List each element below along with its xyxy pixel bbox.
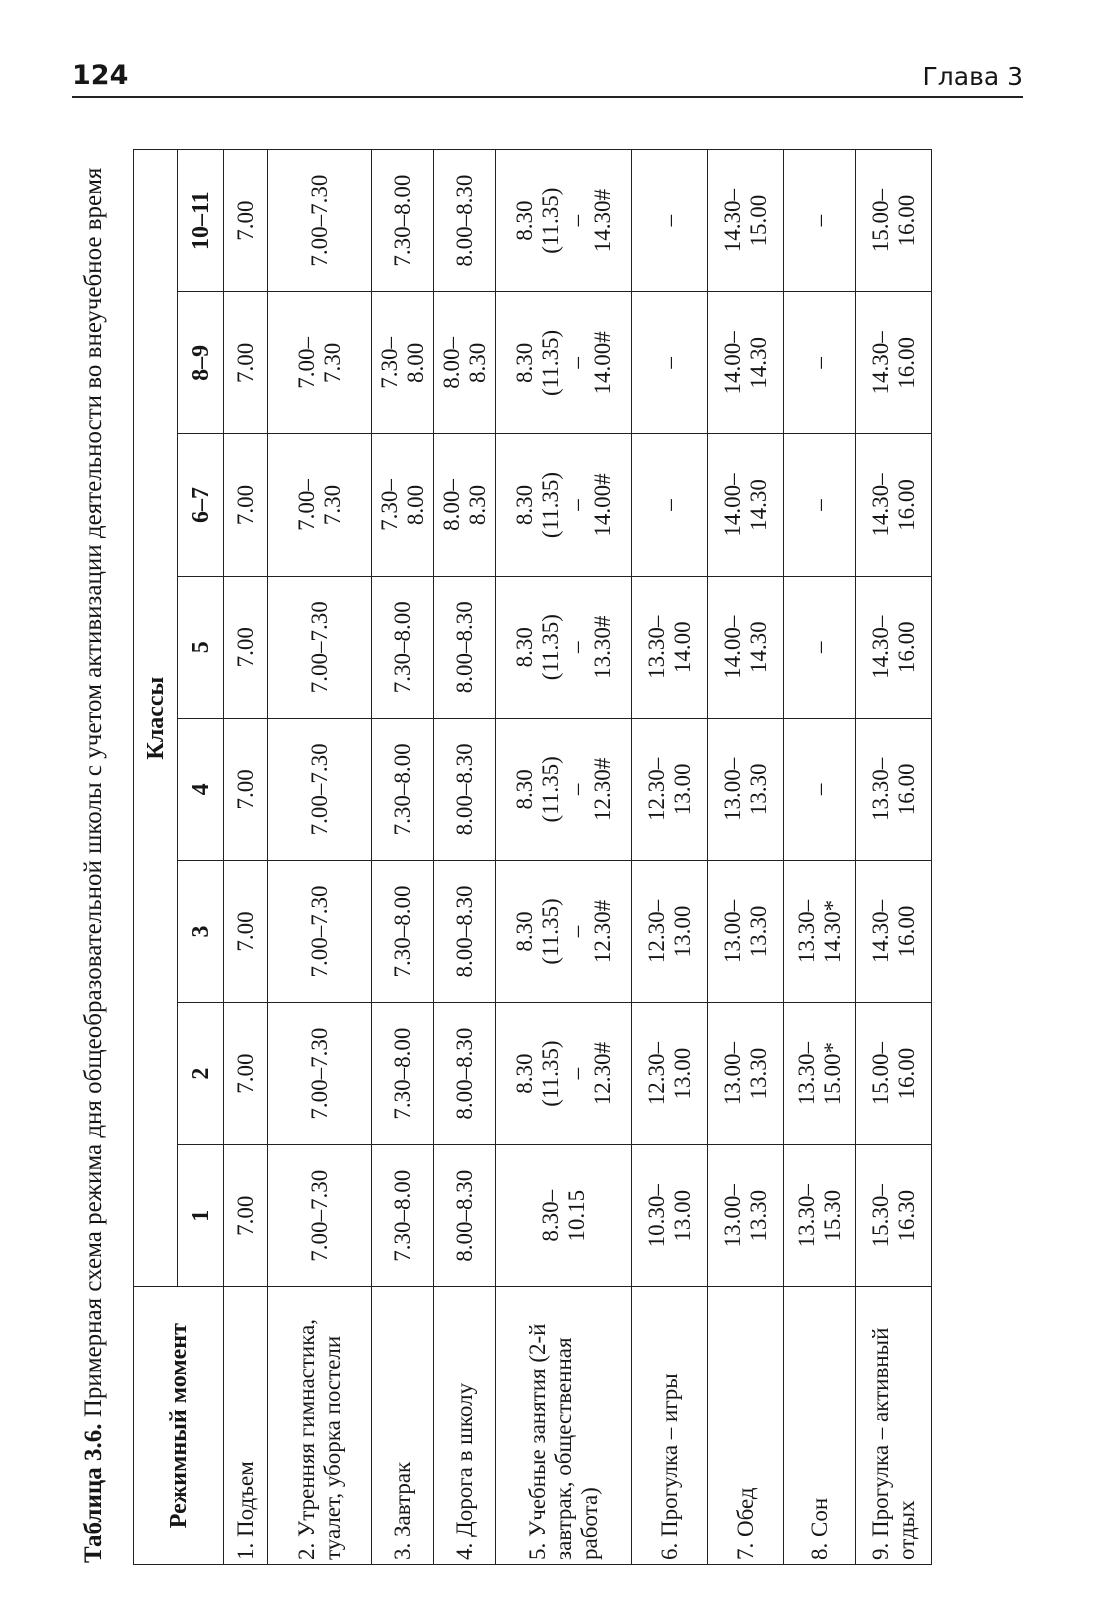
time-cell-line: 14.00– <box>719 615 745 679</box>
time-cell-line: 12.30# <box>589 757 615 821</box>
time-cell <box>268 1145 372 1287</box>
time-cell-line: 13.30– <box>643 615 669 679</box>
time-cell-line: 14.30– <box>719 189 745 253</box>
time-cell-line: 16.30 <box>893 1189 919 1242</box>
time-cell-line: 8.00 <box>402 484 428 526</box>
time-cell-line: – <box>656 214 682 227</box>
time-cell-line: 8.30 <box>511 484 537 526</box>
caption-label: Таблица 3.6. <box>80 1423 107 1563</box>
time-cell-line: 7.30–8.00 <box>389 885 415 978</box>
time-cell <box>224 292 268 434</box>
time-cell-line: 16.00 <box>893 621 919 674</box>
time-cell <box>268 434 372 576</box>
time-cell <box>708 718 784 860</box>
table-row <box>268 150 372 1565</box>
time-cell-line: 10.30– <box>643 1184 669 1248</box>
time-cell-line: 13.00 <box>669 1047 695 1100</box>
time-cell-line: 14.30* <box>819 899 845 964</box>
time-cell-line: 13.00 <box>669 1189 695 1242</box>
time-cell-line: 8.00–8.30 <box>451 743 477 836</box>
time-cell-line: – <box>563 1067 589 1080</box>
time-cell-line: (11.35) <box>537 756 563 823</box>
table-row <box>856 150 932 1565</box>
time-cell <box>496 434 632 576</box>
time-cell-line: 13.00– <box>719 899 745 964</box>
grade-header: 2 <box>178 1003 224 1145</box>
time-cell-line: 7.30–8.00 <box>389 1169 415 1262</box>
time-cell <box>372 150 434 292</box>
time-cell <box>496 860 632 1002</box>
time-cell-line: 7.00– <box>293 479 319 531</box>
time-cell <box>496 1145 632 1287</box>
time-cell <box>784 1145 856 1287</box>
time-cell <box>434 576 496 718</box>
regime-moment-cell: 4. Дорога в школу <box>434 1287 496 1565</box>
time-cell-line: 7.30– <box>376 479 402 531</box>
time-cell <box>268 576 372 718</box>
time-cell <box>632 1145 708 1287</box>
classes-header: Классы <box>134 150 178 1287</box>
time-cell-line: 13.00– <box>719 1184 745 1248</box>
time-cell-line: – <box>656 357 682 369</box>
regime-moment-cell: 7. Обед <box>708 1287 784 1565</box>
caption-text: Примерная схема режима дня общеобразовательной школы с учетом активизации деятельности во внеучебное время <box>80 167 107 1418</box>
time-cell <box>856 576 932 718</box>
time-cell-line: 15.30 <box>819 1189 845 1242</box>
time-cell-line: 13.30 <box>745 1047 771 1100</box>
time-cell-line: 7.00 <box>232 1195 258 1236</box>
time-cell <box>784 150 856 292</box>
time-cell <box>268 1003 372 1145</box>
rotated-table-block <box>76 145 1026 1565</box>
time-cell-line: 10.15 <box>563 1189 589 1242</box>
time-cell-line: 8.00–8.30 <box>451 1027 477 1120</box>
time-cell <box>434 292 496 434</box>
time-cell-line: 7.30–8.00 <box>389 743 415 836</box>
time-cell-line: 13.30 <box>745 905 771 958</box>
time-cell-line: (11.35) <box>537 329 563 397</box>
time-cell-line: 7.00 <box>232 627 258 668</box>
time-cell <box>434 1003 496 1145</box>
time-cell <box>632 860 708 1002</box>
time-cell <box>784 718 856 860</box>
time-cell-line: (11.35) <box>537 187 563 254</box>
time-cell <box>372 292 434 434</box>
time-cell <box>224 1003 268 1145</box>
time-cell-line: 7.00 <box>232 342 258 384</box>
time-cell-line: 7.00–7.30 <box>306 1169 332 1262</box>
time-cell-line: 12.30# <box>589 899 615 964</box>
time-cell-line: – <box>806 783 832 796</box>
time-cell-line: 7.00 <box>232 911 258 952</box>
time-cell-line: 13.00– <box>719 1041 745 1106</box>
time-cell <box>268 292 372 434</box>
time-cell <box>856 860 932 1002</box>
time-cell <box>632 718 708 860</box>
time-cell <box>784 860 856 1002</box>
time-cell-line: – <box>806 641 832 653</box>
header-row-classes <box>134 150 178 1565</box>
time-cell-line: 8.00 <box>402 342 428 384</box>
time-cell <box>224 718 268 860</box>
time-cell-line: 14.00# <box>589 331 615 395</box>
running-head-chapter: Глава 3 <box>922 62 1023 91</box>
time-cell-line: 8.00–8.30 <box>451 601 477 694</box>
time-cell <box>708 576 784 718</box>
time-cell <box>708 1145 784 1287</box>
time-cell-line: 8.30 <box>511 342 537 384</box>
time-cell-line: 15.00– <box>867 189 893 253</box>
time-cell <box>434 150 496 292</box>
time-cell <box>708 434 784 576</box>
time-cell <box>856 718 932 860</box>
time-cell-line: – <box>563 499 589 511</box>
time-cell-line: – <box>806 214 832 227</box>
time-cell <box>496 150 632 292</box>
time-cell-line: 7.00–7.30 <box>306 601 332 694</box>
table-row <box>224 150 268 1565</box>
regime-moment-cell: 1. Подъем <box>224 1287 268 1565</box>
time-cell-line: 8.30 <box>511 200 537 241</box>
time-cell-line: 7.30 <box>319 342 345 384</box>
time-cell-line: 14.30 <box>745 479 771 531</box>
table-row <box>496 150 632 1565</box>
time-cell <box>708 292 784 434</box>
time-cell <box>632 434 708 576</box>
time-cell-line: 14.30– <box>867 473 893 537</box>
time-cell-line: – <box>563 357 589 369</box>
time-cell-line: 14.30– <box>867 331 893 395</box>
time-cell-line: 12.30– <box>643 757 669 821</box>
time-cell-line: 16.00 <box>893 337 919 389</box>
time-cell-line: 7.00– <box>293 337 319 389</box>
time-cell-line: 14.00– <box>719 331 745 395</box>
time-cell-line: 7.30– <box>376 337 402 389</box>
time-cell-line: 14.30# <box>589 189 615 253</box>
time-cell <box>496 292 632 434</box>
time-cell <box>372 1145 434 1287</box>
grade-header: 8–9 <box>178 292 224 434</box>
time-cell <box>856 150 932 292</box>
time-cell-line: 13.00– <box>719 757 745 821</box>
regime-moment-cell: 6. Прогулка – игры <box>632 1287 708 1565</box>
time-cell-line: 8.30 <box>511 1053 537 1094</box>
time-cell-line: 14.30– <box>867 899 893 964</box>
time-cell <box>224 1145 268 1287</box>
time-cell <box>632 1003 708 1145</box>
time-cell-line: – <box>563 925 589 938</box>
time-cell-line: 13.00 <box>669 905 695 958</box>
time-cell-line: 8.30– <box>537 1189 563 1242</box>
time-cell-line: 12.30– <box>643 899 669 964</box>
time-cell <box>784 434 856 576</box>
time-cell-line: 16.00 <box>893 763 919 816</box>
time-cell <box>708 150 784 292</box>
grade-header: 6–7 <box>178 434 224 576</box>
table-row <box>784 150 856 1565</box>
table-row <box>372 150 434 1565</box>
time-cell-line: 12.30# <box>589 1041 615 1106</box>
time-cell-line: (11.35) <box>537 1040 563 1107</box>
time-cell-line: – <box>656 499 682 511</box>
time-cell-line: 14.00 <box>669 621 695 674</box>
time-cell-line: – <box>806 499 832 511</box>
time-cell-line: – <box>563 783 589 796</box>
time-cell-line: 8.30 <box>511 769 537 810</box>
table-row <box>434 150 496 1565</box>
time-cell <box>268 860 372 1002</box>
page-number: 124 <box>72 60 129 91</box>
grade-header: 10–11 <box>178 150 224 292</box>
time-cell <box>784 576 856 718</box>
table-row <box>632 150 708 1565</box>
time-cell-line: 7.30–8.00 <box>389 1027 415 1120</box>
time-cell-line: 16.00 <box>893 1047 919 1100</box>
time-cell-line: 7.00–7.30 <box>306 885 332 978</box>
time-cell-line: 15.00* <box>819 1041 845 1106</box>
time-cell-line: 13.30– <box>793 1184 819 1248</box>
time-cell-line: 13.30– <box>793 899 819 964</box>
time-cell <box>496 1003 632 1145</box>
regime-moment-cell: 9. Прогулка – активный отдых <box>856 1287 932 1565</box>
table-row <box>708 150 784 1565</box>
time-cell <box>372 718 434 860</box>
time-cell-line: 8.00– <box>438 337 464 389</box>
time-cell <box>632 150 708 292</box>
table-body <box>224 150 932 1565</box>
time-cell <box>224 150 268 292</box>
time-cell-line: 8.30 <box>511 627 537 668</box>
grade-header: 1 <box>178 1145 224 1287</box>
time-cell <box>496 576 632 718</box>
time-cell <box>784 292 856 434</box>
time-cell-line: 12.30– <box>643 1041 669 1106</box>
time-cell-line: 8.00–8.30 <box>451 174 477 267</box>
time-cell-line: 14.00– <box>719 473 745 537</box>
time-cell-line: – <box>806 357 832 369</box>
moment-column-header: Режимный момент <box>134 1287 224 1565</box>
time-cell-line: – <box>563 214 589 227</box>
grade-header: 4 <box>178 718 224 860</box>
time-cell <box>224 434 268 576</box>
time-cell-line: 16.00 <box>893 905 919 958</box>
time-cell-line: 7.00–7.30 <box>306 174 332 267</box>
regime-moment-cell: 5. Учебные занятия (2-й завтрак, общественная работа) <box>496 1287 632 1565</box>
time-cell-line: 7.30–8.00 <box>389 174 415 267</box>
time-cell-line: – <box>563 641 589 653</box>
time-cell-line: 16.00 <box>893 194 919 247</box>
time-cell <box>434 860 496 1002</box>
time-cell <box>224 860 268 1002</box>
time-cell-line: 15.00 <box>745 194 771 247</box>
time-cell <box>372 434 434 576</box>
grade-header: 5 <box>178 576 224 718</box>
time-cell-line: 8.00–8.30 <box>451 885 477 978</box>
time-cell-line: 7.00–7.30 <box>306 743 332 836</box>
time-cell-line: 13.30 <box>745 1189 771 1242</box>
time-cell <box>268 150 372 292</box>
time-cell <box>224 576 268 718</box>
regime-table <box>133 149 932 1565</box>
time-cell <box>632 292 708 434</box>
header-rule <box>72 96 1023 98</box>
regime-moment-cell: 8. Сон <box>784 1287 856 1565</box>
time-cell-line: 7.30 <box>319 484 345 526</box>
time-cell-line: 7.00–7.30 <box>306 1027 332 1120</box>
time-cell <box>632 576 708 718</box>
time-cell-line: 13.30– <box>867 757 893 821</box>
time-cell-line: 15.30– <box>867 1184 893 1248</box>
time-cell-line: 7.00 <box>232 484 258 526</box>
time-cell-line: 7.00 <box>232 1053 258 1094</box>
time-cell-line: 8.00–8.30 <box>451 1169 477 1262</box>
time-cell-line: 14.30 <box>745 337 771 389</box>
time-cell <box>434 1145 496 1287</box>
time-cell-line: (11.35) <box>537 471 563 539</box>
time-cell <box>372 860 434 1002</box>
time-cell-line: 7.30–8.00 <box>389 601 415 694</box>
time-cell-line: 8.00– <box>438 479 464 531</box>
time-cell <box>708 1003 784 1145</box>
time-cell <box>708 860 784 1002</box>
time-cell <box>434 718 496 860</box>
time-cell <box>372 1003 434 1145</box>
time-cell-line: 8.30 <box>511 911 537 952</box>
time-cell-line: 13.30 <box>745 763 771 816</box>
time-cell-line: 15.00– <box>867 1041 893 1106</box>
time-cell-line: 13.30# <box>589 615 615 679</box>
regime-moment-cell: 3. Завтрак <box>372 1287 434 1565</box>
regime-moment-cell: 2. Утренняя гимнастика, туалет, уборка постели <box>268 1287 372 1565</box>
time-cell <box>784 1003 856 1145</box>
time-cell-line: 13.30– <box>793 1041 819 1106</box>
time-cell-line: 13.00 <box>669 763 695 816</box>
time-cell-line: (11.35) <box>537 614 563 681</box>
time-cell-line: 7.00 <box>232 769 258 810</box>
time-cell <box>856 434 932 576</box>
time-cell <box>496 718 632 860</box>
time-cell <box>856 1145 932 1287</box>
time-cell-line: (11.35) <box>537 898 563 965</box>
time-cell <box>372 576 434 718</box>
grade-header: 3 <box>178 860 224 1002</box>
time-cell-line: 14.00# <box>589 473 615 537</box>
time-cell-line: 16.00 <box>893 479 919 531</box>
time-cell-line: 14.30 <box>745 621 771 674</box>
time-cell-line: 8.30 <box>464 484 490 526</box>
time-cell-line: 7.00 <box>232 200 258 241</box>
table-caption <box>76 145 111 1565</box>
time-cell <box>856 292 932 434</box>
time-cell <box>434 434 496 576</box>
time-cell-line: 14.30– <box>867 615 893 679</box>
time-cell-line: 8.30 <box>464 342 490 384</box>
time-cell <box>268 718 372 860</box>
time-cell <box>856 1003 932 1145</box>
